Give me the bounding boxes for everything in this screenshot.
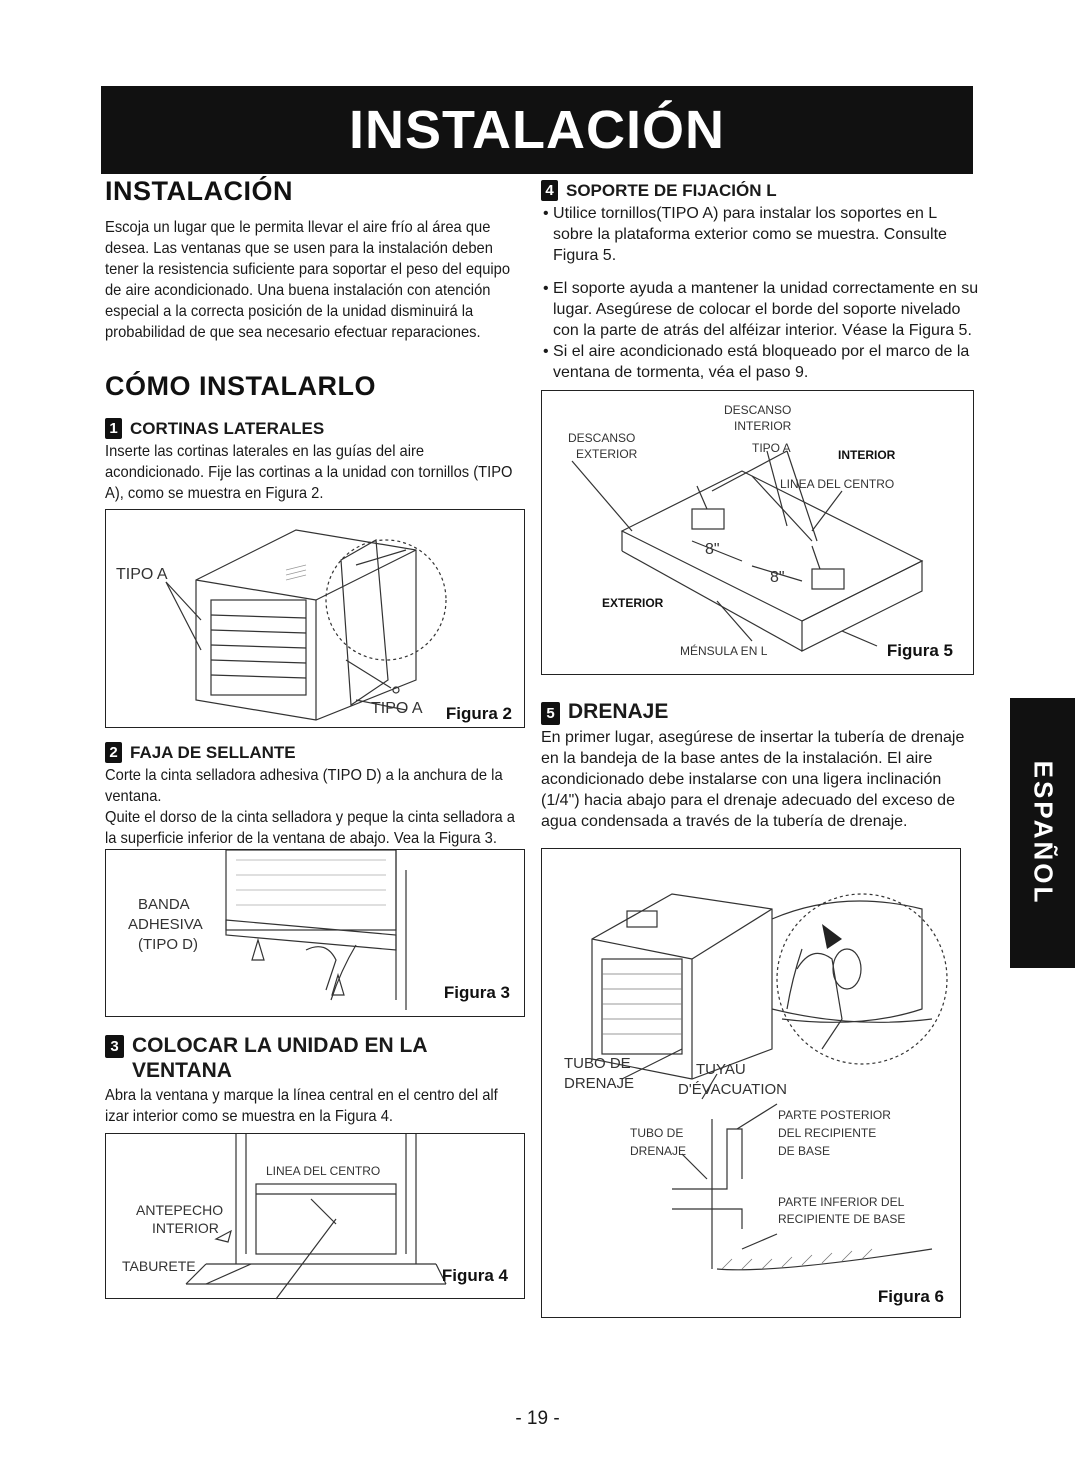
- step-4-bullet-3: • Si el aire acondicionado está bloqueado por el marco de la ventana de tormenta, véa el paso 9.: [543, 343, 970, 381]
- fig5-label-8in-a: 8": [705, 541, 720, 558]
- figure-2-caption: Figura 2: [445, 704, 512, 723]
- fig5-label-tipo-a: TIPO A: [752, 441, 791, 455]
- step-2-text-2: Quite el dorso de la cinta selladora y peque la cinta selladora a la superficie inferior de la ventana de abajo. Vea la Figura 3.: [105, 809, 515, 847]
- figure-6: [541, 848, 961, 1318]
- step-number-badge: 3: [105, 1035, 124, 1058]
- step-3-title-line-2: VENTANA: [132, 1059, 232, 1082]
- fig3-label-banda: BANDA: [138, 896, 190, 913]
- figure-4: [105, 1133, 525, 1299]
- fig4-label-antepecho: ANTEPECHO: [136, 1202, 224, 1218]
- fig2-label-tipo-a-bottom: TIPO A: [371, 700, 423, 717]
- fig6-label-tuyau: TUYAU: [696, 1061, 746, 1078]
- fig5-label-mensula-en-l: MÉNSULA EN L: [680, 644, 768, 658]
- step-number-badge: 2: [105, 742, 122, 763]
- figure-5: [541, 390, 974, 675]
- language-side-tab: [1010, 698, 1075, 968]
- fig5-label-interior-top: INTERIOR: [734, 419, 792, 433]
- page-number: - 19 -: [515, 1408, 560, 1429]
- fig6-label-parte-inferior-2: RECIPIENTE DE BASE: [778, 1212, 906, 1226]
- fig6-label-parte-posterior-1: PARTE POSTERIOR: [778, 1108, 891, 1122]
- step-5-title: DRENAJE: [568, 700, 669, 723]
- fig6-label-parte-inferior-1: PARTE INFERIOR DEL: [778, 1195, 905, 1209]
- figure-4-caption: Figura 4: [441, 1266, 508, 1285]
- figure-3-caption: Figura 3: [443, 983, 510, 1002]
- fig2-label-tipo-a-top: TIPO A: [116, 566, 168, 583]
- fig6-label-devacuation: D'ÉVACUATION: [678, 1081, 787, 1098]
- step-2-title: FAJA DE SELLANTE: [130, 742, 296, 762]
- step-3-text: Abra la ventana y marque la línea central en el centro del alf izar interior como se muestra en la Figura 4.: [105, 1087, 498, 1125]
- fig4-label-taburete: TABURETE: [122, 1258, 196, 1274]
- page-banner: INSTALACIÓN: [101, 86, 973, 174]
- step-3-heading: [105, 1033, 525, 1083]
- fig5-label-8in-b: 8": [770, 569, 785, 586]
- step-1-title: CORTINAS LATERALES: [130, 418, 325, 438]
- step-5-text: En primer lugar, asegúrese de insertar la tubería de drenaje en la bandeja de la base antes de la instalación. El aire acondicionado debe instalarse con una ligera inclinación (1/4") hacia abajo para el drenaje adecuado del exceso de agua condensada a través de la tubería de drenaje.: [541, 729, 965, 830]
- right-column: [541, 176, 981, 1318]
- fig6-label-parte-posterior-3: DE BASE: [778, 1144, 831, 1158]
- fig6-label-tubo-de-top: TUBO DE: [564, 1055, 631, 1072]
- step-number-badge: 4: [541, 180, 558, 201]
- step-3-title-line-1: COLOCAR LA UNIDAD EN LA: [132, 1034, 428, 1057]
- fig5-label-descanso-left: DESCANSO: [568, 431, 636, 445]
- section-title-instalacion: INSTALACIÓN: [105, 176, 293, 206]
- figure-2: [105, 509, 525, 728]
- figure-5-caption: Figura 5: [886, 641, 953, 660]
- window-ac-side-curtain-illustration: [106, 510, 526, 729]
- step-1-text: Inserte las cortinas laterales en las guías del aire acondicionado. Fije las cortinas a la unidad con tornillos (TIPO A), como se muestra en Figura 2.: [105, 443, 513, 502]
- fig5-label-interior: INTERIOR: [838, 448, 896, 462]
- fig5-label-descanso-top: DESCANSO: [724, 403, 792, 417]
- step-4-bullet-2: • El soporte ayuda a mantener la unidad correctamente en su lugar. Asegúrese de colocar el borde del soporte nivelado con la parte de atrás del alféizar interior. Véase la Figura 5.: [543, 280, 979, 339]
- fig4-label-interior: INTERIOR: [152, 1220, 219, 1236]
- step-2-heading: [105, 742, 525, 763]
- step-number-badge: 5: [541, 702, 560, 725]
- fig6-label-tubo-de-bottom: TUBO DE: [630, 1126, 684, 1140]
- section-title-como-instalarlo: CÓMO INSTALARLO: [105, 371, 376, 401]
- fig3-label-tipo-d: (TIPO D): [138, 936, 198, 953]
- fig4-label-linea-del-centro: LINEA DEL CENTRO: [266, 1164, 381, 1178]
- step-2-text-1: Corte la cinta selladora adhesiva (TIPO D) a la anchura de la ventana.: [105, 767, 503, 805]
- step-1-heading: [105, 418, 525, 439]
- language-side-tab-label: ESPAÑOL: [1028, 760, 1058, 906]
- fig5-label-linea-del-centro: LINEA DEL CENTRO: [780, 477, 895, 491]
- left-column: [105, 176, 525, 1299]
- step-4-title: SOPORTE DE FIJACIÓN L: [566, 180, 777, 200]
- fig6-label-parte-posterior-2: DEL RECIPIENTE: [778, 1126, 877, 1140]
- fig6-label-drenaje-bottom: DRENAJE: [630, 1144, 687, 1158]
- fig6-label-drenaje-top: DRENAJE: [564, 1075, 635, 1092]
- step-number-badge: 1: [105, 418, 122, 439]
- step-5-heading: [541, 700, 981, 725]
- instalacion-text: Escoja un lugar que le permita llevar el aire frío al área que desea. Las ventanas que se usen para la instalación deben tener la resistencia suficiente para soportar el peso del equipo de aire acondicionado. Una buena instalación con atención especial a la correcta posición de la unidad disminuirá la probabilidad de que sea necesario efectuar reparaciones.: [105, 219, 511, 341]
- step-4-heading: [541, 180, 981, 201]
- figure-3: [105, 849, 525, 1017]
- fig5-label-exterior-left: EXTERIOR: [576, 447, 638, 461]
- fig3-label-adhesiva: ADHESIVA: [128, 916, 203, 933]
- figure-6-caption: Figura 6: [877, 1287, 944, 1306]
- step-4-bullet-1: • Utilice tornillos(TIPO A) para instalar los soportes en L sobre la plataforma exterior como se muestra. Consulte Figura 5.: [543, 205, 947, 264]
- fig5-label-exterior: EXTERIOR: [602, 596, 664, 610]
